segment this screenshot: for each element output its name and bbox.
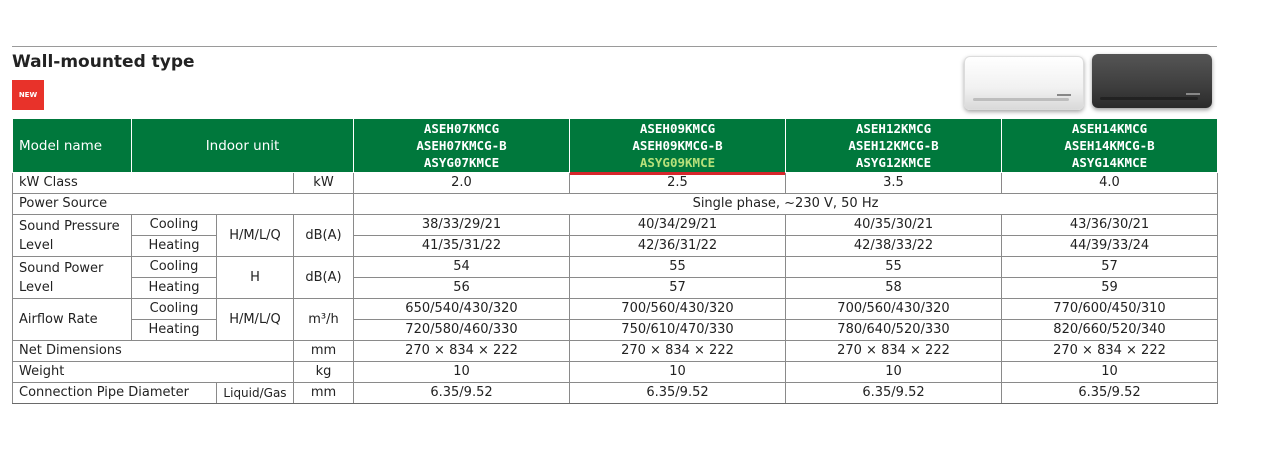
- kw-class-row: [13, 173, 1218, 194]
- value-cell: Single phase, ~230 V, 50 Hz: [354, 194, 1218, 215]
- unit-cell: kg: [294, 362, 354, 383]
- sound-pressure-cooling-row: [13, 215, 1218, 236]
- header-row: [13, 119, 1218, 173]
- row-label: Airflow Rate: [13, 299, 132, 341]
- sound-power-heating-row: [13, 278, 1218, 299]
- value-cell: 780/640/520/330: [786, 320, 1002, 341]
- mode-cell: H: [217, 257, 294, 299]
- black-indoor-unit-image: [1092, 54, 1212, 108]
- unit-cell: kW: [294, 173, 354, 194]
- value-cell: 270 × 834 × 222: [570, 341, 786, 362]
- value-cell: 2.5: [570, 173, 786, 194]
- row-label: Sound Power Level: [13, 257, 132, 299]
- value-cell: 55: [570, 257, 786, 278]
- row-label: Net Dimensions: [13, 341, 294, 362]
- value-cell: 6.35/9.52: [570, 383, 786, 404]
- value-cell: 6.35/9.52: [1002, 383, 1218, 404]
- value-cell: 750/610/470/330: [570, 320, 786, 341]
- value-cell: 38/33/29/21: [354, 215, 570, 236]
- value-cell: 650/540/430/320: [354, 299, 570, 320]
- row-label: Sound Pressure Level: [13, 215, 132, 257]
- unit-cell: m³/h: [294, 299, 354, 341]
- unit-cell: mm: [294, 383, 354, 404]
- sound-power-cooling-row: [13, 257, 1218, 278]
- value-cell: 10: [570, 362, 786, 383]
- value-cell: 720/580/460/330: [354, 320, 570, 341]
- value-cell: 56: [354, 278, 570, 299]
- value-cell: 57: [1002, 257, 1218, 278]
- unit-cell: dB(A): [294, 257, 354, 299]
- model-name-header: Model name: [13, 119, 132, 173]
- airflow-cooling-row: [13, 299, 1218, 320]
- value-cell: 700/560/430/320: [786, 299, 1002, 320]
- value-cell: 42/36/31/22: [570, 236, 786, 257]
- power-source-row: [13, 194, 1218, 215]
- sound-pressure-heating-row: [13, 236, 1218, 257]
- value-cell: 770/600/450/310: [1002, 299, 1218, 320]
- unit-cell: dB(A): [294, 215, 354, 257]
- value-cell: 42/38/33/22: [786, 236, 1002, 257]
- model-column-header-selected: ASEH09KMCG ASEH09KMCG-B ASYG09KMCE: [570, 119, 786, 173]
- value-cell: 270 × 834 × 222: [786, 341, 1002, 362]
- row-label: Weight: [13, 362, 294, 383]
- value-cell: 59: [1002, 278, 1218, 299]
- value-cell: 700/560/430/320: [570, 299, 786, 320]
- net-dimensions-row: [13, 341, 1218, 362]
- weight-row: [13, 362, 1218, 383]
- white-indoor-unit-image: [964, 56, 1084, 110]
- value-cell: 820/660/520/340: [1002, 320, 1218, 341]
- model-column-header: ASEH07KMCG ASEH07KMCG-B ASYG07KMCE: [354, 119, 570, 173]
- page-title: Wall-mounted type: [12, 52, 195, 72]
- value-cell: 270 × 834 × 222: [1002, 341, 1218, 362]
- value-cell: 270 × 834 × 222: [354, 341, 570, 362]
- model-column-header: ASEH12KMCG ASEH12KMCG-B ASYG12KMCE: [786, 119, 1002, 173]
- value-cell: 58: [786, 278, 1002, 299]
- value-cell: 57: [570, 278, 786, 299]
- row-label: Power Source: [13, 194, 354, 215]
- product-image: [960, 52, 1218, 112]
- unit-cell: mm: [294, 341, 354, 362]
- airflow-heating-row: [13, 320, 1218, 341]
- value-cell: 10: [354, 362, 570, 383]
- value-cell: 55: [786, 257, 1002, 278]
- value-cell: 6.35/9.52: [354, 383, 570, 404]
- mode-label-heating: Heating: [132, 278, 217, 299]
- mode-label-cooling: Cooling: [132, 215, 217, 236]
- new-badge: NEW: [12, 80, 44, 110]
- top-divider: [12, 46, 1217, 47]
- mode-label-cooling: Cooling: [132, 257, 217, 278]
- mode-label-cooling: Cooling: [132, 299, 217, 320]
- value-cell: 10: [1002, 362, 1218, 383]
- value-cell: 6.35/9.52: [786, 383, 1002, 404]
- pipe-diameter-row: [13, 383, 1218, 404]
- value-cell: 4.0: [1002, 173, 1218, 194]
- mode-cell: H/M/L/Q: [217, 215, 294, 257]
- value-cell: 54: [354, 257, 570, 278]
- value-cell: 2.0: [354, 173, 570, 194]
- value-cell: 10: [786, 362, 1002, 383]
- row-label: kW Class: [13, 173, 294, 194]
- model-column-header: ASEH14KMCG ASEH14KMCG-B ASYG14KMCE: [1002, 119, 1218, 173]
- row-label: Connection Pipe Diameter: [13, 383, 217, 404]
- value-cell: 40/34/29/21: [570, 215, 786, 236]
- sub-label-cell: Liquid/Gas: [217, 383, 294, 404]
- spec-table: [12, 118, 1218, 404]
- mode-label-heating: Heating: [132, 236, 217, 257]
- indoor-unit-header: Indoor unit: [132, 119, 354, 173]
- value-cell: 41/35/31/22: [354, 236, 570, 257]
- mode-label-heating: Heating: [132, 320, 217, 341]
- value-cell: 44/39/33/24: [1002, 236, 1218, 257]
- value-cell: 43/36/30/21: [1002, 215, 1218, 236]
- mode-cell: H/M/L/Q: [217, 299, 294, 341]
- value-cell: 40/35/30/21: [786, 215, 1002, 236]
- value-cell: 3.5: [786, 173, 1002, 194]
